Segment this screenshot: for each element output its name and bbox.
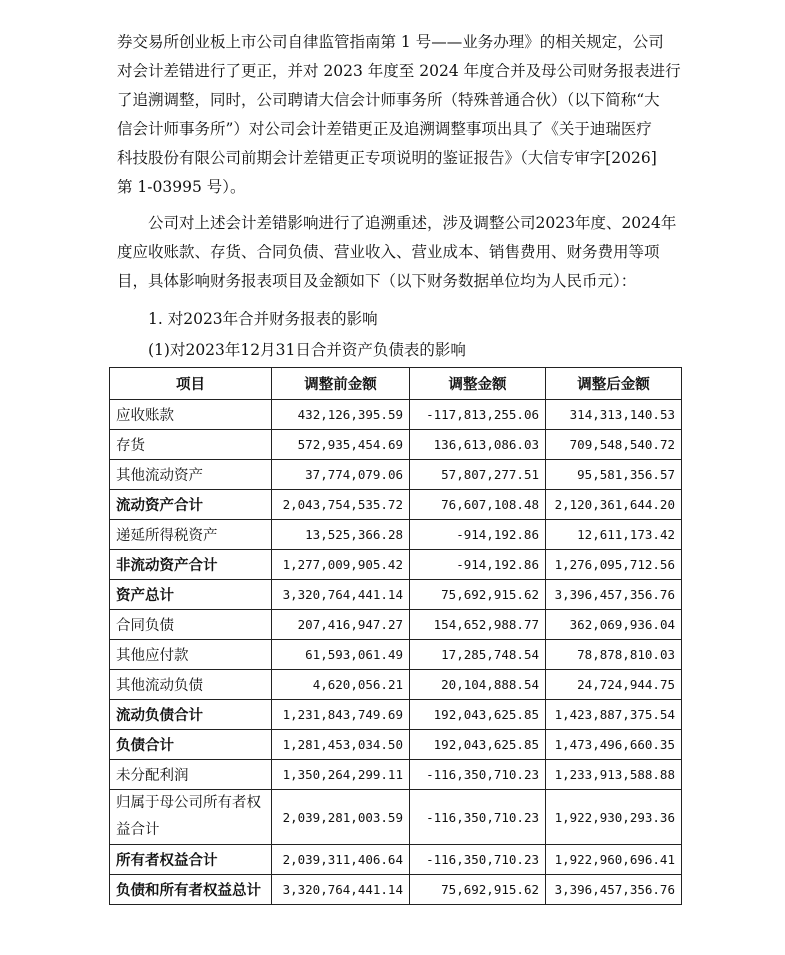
row-item: 负债和所有者权益总计 xyxy=(110,875,272,905)
row-after: 1,922,960,696.41 xyxy=(546,845,682,875)
table-row xyxy=(110,670,682,700)
row-item: 存货 xyxy=(110,430,272,460)
table-row xyxy=(110,580,682,610)
paragraph-line: 信会计师事务所”）对公司会计差错更正及追溯调整事项出具了《关于迪瑞医疗 xyxy=(117,120,652,138)
row-adjust: -914,192.86 xyxy=(410,550,546,580)
table-row xyxy=(110,875,682,905)
row-adjust: 192,043,625.85 xyxy=(410,730,546,760)
row-item: 未分配利润 xyxy=(110,760,272,790)
row-after: 78,878,810.03 xyxy=(546,640,682,670)
row-after: 314,313,140.53 xyxy=(546,400,682,430)
table-row xyxy=(110,730,682,760)
row-after: 1,473,496,660.35 xyxy=(546,730,682,760)
row-before: 4,620,056.21 xyxy=(272,670,410,700)
row-before: 2,039,311,406.64 xyxy=(272,845,410,875)
paragraph-line: 度应收账款、存货、合同负债、营业收入、营业成本、销售费用、财务费用等项 xyxy=(117,243,660,261)
row-before: 61,593,061.49 xyxy=(272,640,410,670)
row-after: 709,548,540.72 xyxy=(546,430,682,460)
paragraph-line: 对会计差错进行了更正，并对 2023 年度至 2024 年度合并及母公司财务报表进行 xyxy=(117,62,681,80)
row-item: 资产总计 xyxy=(110,580,272,610)
header-adjust: 调整金额 xyxy=(410,368,546,400)
row-after: 1,423,887,375.54 xyxy=(546,700,682,730)
row-item: 其他流动资产 xyxy=(110,460,272,490)
row-adjust: 57,807,277.51 xyxy=(410,460,546,490)
row-before: 1,231,843,749.69 xyxy=(272,700,410,730)
header-before: 调整前金额 xyxy=(272,368,410,400)
paragraph-restatement xyxy=(117,209,677,296)
row-adjust: 76,607,108.48 xyxy=(410,490,546,520)
table-row xyxy=(110,400,682,430)
row-before: 207,416,947.27 xyxy=(272,610,410,640)
paragraph-line: 第 1-03995 号）。 xyxy=(117,178,246,196)
row-after: 362,069,936.04 xyxy=(546,610,682,640)
row-before: 1,281,453,034.50 xyxy=(272,730,410,760)
subsection-heading: (1)对2023年12月31日合并资产负债表的影响 xyxy=(148,341,466,359)
row-item: 流动负债合计 xyxy=(110,700,272,730)
row-item: 其他应付款 xyxy=(110,640,272,670)
row-before: 1,350,264,299.11 xyxy=(272,760,410,790)
paragraph-line: 科技股份有限公司前期会计差错更正专项说明的鉴证报告》（大信专审字[2026] xyxy=(117,149,657,167)
row-after: 24,724,944.75 xyxy=(546,670,682,700)
paragraph-line: 目，具体影响财务报表项目及金额如下（以下财务数据单位均为人民币元）： xyxy=(117,272,637,290)
row-item: 归属于母公司所有者权益合计 xyxy=(110,790,272,845)
table-header-row xyxy=(110,368,682,400)
row-item: 非流动资产合计 xyxy=(110,550,272,580)
row-adjust: 17,285,748.54 xyxy=(410,640,546,670)
row-after: 1,233,913,588.88 xyxy=(546,760,682,790)
row-adjust: 192,043,625.85 xyxy=(410,700,546,730)
table-row xyxy=(110,610,682,640)
row-item: 所有者权益合计 xyxy=(110,845,272,875)
table-row xyxy=(110,490,682,520)
table-row xyxy=(110,520,682,550)
row-adjust: 154,652,988.77 xyxy=(410,610,546,640)
table-row xyxy=(110,700,682,730)
row-after: 3,396,457,356.76 xyxy=(546,875,682,905)
row-after: 1,276,095,712.56 xyxy=(546,550,682,580)
table-row xyxy=(110,550,682,580)
paragraph-line: 券交易所创业板上市公司自律监管指南第 1 号——业务办理》的相关规定，公司 xyxy=(117,33,664,51)
section-heading: 1. 对2023年合并财务报表的影响 xyxy=(148,310,378,328)
row-adjust: -116,350,710.23 xyxy=(410,845,546,875)
row-item: 负债合计 xyxy=(110,730,272,760)
balance-sheet-impact-table xyxy=(109,367,682,905)
row-item: 应收账款 xyxy=(110,400,272,430)
row-before: 37,774,079.06 xyxy=(272,460,410,490)
row-item: 流动资产合计 xyxy=(110,490,272,520)
header-item: 项目 xyxy=(110,368,272,400)
row-before: 3,320,764,441.14 xyxy=(272,875,410,905)
table-row xyxy=(110,640,682,670)
row-before: 3,320,764,441.14 xyxy=(272,580,410,610)
row-adjust: 20,104,888.54 xyxy=(410,670,546,700)
table-row xyxy=(110,845,682,875)
row-adjust: 75,692,915.62 xyxy=(410,580,546,610)
table-row xyxy=(110,460,682,490)
table-row xyxy=(110,430,682,460)
row-before: 1,277,009,905.42 xyxy=(272,550,410,580)
row-adjust: -116,350,710.23 xyxy=(410,790,546,845)
table-row xyxy=(110,760,682,790)
row-after: 3,396,457,356.76 xyxy=(546,580,682,610)
row-item: 合同负债 xyxy=(110,610,272,640)
paragraph-line: 了追溯调整，同时，公司聘请大信会计师事务所（特殊普通合伙）（以下简称“大 xyxy=(117,91,660,109)
header-after: 调整后金额 xyxy=(546,368,682,400)
table-row xyxy=(110,790,682,845)
row-item: 递延所得税资产 xyxy=(110,520,272,550)
row-adjust: -914,192.86 xyxy=(410,520,546,550)
row-adjust: 75,692,915.62 xyxy=(410,875,546,905)
row-adjust: -117,813,255.06 xyxy=(410,400,546,430)
row-after: 95,581,356.57 xyxy=(546,460,682,490)
row-after: 2,120,361,644.20 xyxy=(546,490,682,520)
row-before: 2,039,281,003.59 xyxy=(272,790,410,845)
row-before: 13,525,366.28 xyxy=(272,520,410,550)
paragraph-correction-statement xyxy=(117,28,681,202)
row-item: 其他流动负债 xyxy=(110,670,272,700)
row-after: 12,611,173.42 xyxy=(546,520,682,550)
row-after: 1,922,930,293.36 xyxy=(546,790,682,845)
row-adjust: -116,350,710.23 xyxy=(410,760,546,790)
row-adjust: 136,613,086.03 xyxy=(410,430,546,460)
row-before: 2,043,754,535.72 xyxy=(272,490,410,520)
paragraph-line: 公司对上述会计差错影响进行了追溯重述，涉及调整公司2023年度、2024年 xyxy=(148,214,677,232)
row-before: 572,935,454.69 xyxy=(272,430,410,460)
row-before: 432,126,395.59 xyxy=(272,400,410,430)
